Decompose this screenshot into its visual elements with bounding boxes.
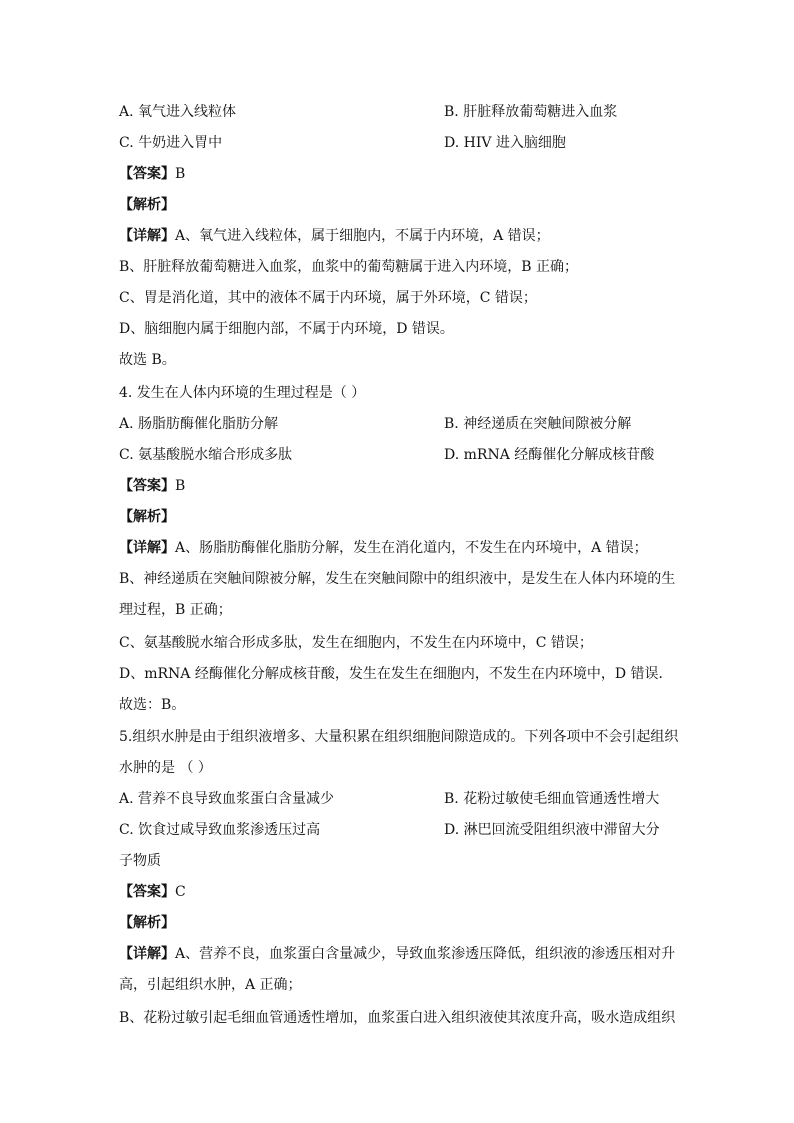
answer-value: C — [175, 884, 186, 900]
q5-option-c: C. 饮食过咸导致血浆渗透压过高 — [119, 822, 321, 838]
q4-detail-2a: B、神经递质在突触间隙被分解，发生在突触间隙中的组织液中，是发生在人体内环境的生 — [119, 571, 676, 587]
q5-stem-a: 5.组织水肿是由于组织液增多、大量积累在组织细胞间隙造成的。下列各项中不会引起组织 — [119, 729, 679, 745]
detail-tag: 【详解】 — [119, 540, 175, 556]
q5-option-d-a: D. 淋巴回流受阻组织液中滞留大分 — [444, 822, 660, 838]
answer-tag: 【答案】 — [119, 166, 175, 182]
answer-value: B — [175, 166, 186, 182]
q5-answer — [119, 882, 186, 902]
answer-value: B — [175, 478, 186, 494]
q5-option-a: A. 营养不良导致血浆蛋白含量减少 — [119, 791, 335, 807]
q3-conclusion: 故选 B。 — [119, 352, 176, 368]
q3-option-b: B. 肝脏释放葡萄糖进入血浆 — [444, 104, 618, 120]
q3-detail-4: D、脑细胞内属于细胞内部，不属于内环境，D 错误。 — [119, 321, 454, 337]
q5-analysis-tag: 【解析】 — [119, 915, 175, 931]
q3-detail-1 — [119, 226, 550, 246]
q4-option-a: A. 肠脂肪酶催化脂肪分解 — [119, 416, 279, 432]
q4-conclusion: 故选：B。 — [119, 697, 186, 713]
q3-answer — [119, 164, 185, 184]
q4-option-b: B. 神经递质在突触间隙被分解 — [444, 416, 632, 432]
detail-text: A、肠脂肪酶催化脂肪分解，发生在消化道内，不发生在内环境中，A 错误； — [175, 540, 648, 556]
q4-detail-1 — [119, 538, 648, 558]
q4-option-c: C. 氨基酸脱水缩合形成多肽 — [119, 447, 293, 463]
q3-option-a: A. 氧气进入线粒体 — [119, 104, 237, 120]
q4-answer — [119, 476, 185, 496]
q4-detail-3: C、氨基酸脱水缩合形成多肽，发生在细胞内，不发生在内环境中，C 错误； — [119, 635, 593, 651]
q5-option-b: B. 花粉过敏使毛细血管通透性增大 — [444, 791, 660, 807]
q3-detail-2: B、肝脏释放葡萄糖进入血浆，血浆中的葡萄糖属于进入内环境，B 正确； — [119, 259, 579, 275]
q4-detail-2b: 理过程，B 正确； — [119, 602, 232, 618]
q4-analysis-tag: 【解析】 — [119, 509, 175, 525]
q3-detail-3: C、胃是消化道，其中的液体不属于内环境，属于外环境，C 错误； — [119, 290, 537, 306]
q3-analysis-tag: 【解析】 — [119, 197, 175, 213]
q5-detail-2a: B、花粉过敏引起毛细血管通透性增加，血浆蛋白进入组织液使其浓度升高，吸水造成组织 — [119, 1010, 676, 1026]
detail-tag: 【详解】 — [119, 228, 175, 244]
detail-text: A、氧气进入线粒体，属于细胞内，不属于内环境，A 错误； — [175, 228, 550, 244]
detail-tag: 【详解】 — [119, 946, 175, 962]
q5-stem-b: 水肿的是 （ ） — [119, 760, 212, 776]
answer-tag: 【答案】 — [119, 478, 175, 494]
q4-detail-4: D、mRNA 经酶催化分解成核苷酸，发生在发生在细胞内，不发生在内环境中，D 错误． — [119, 666, 673, 682]
answer-tag: 【答案】 — [119, 884, 175, 900]
q4-option-d: D. mRNA 经酶催化分解成核苷酸 — [444, 447, 655, 463]
q5-detail-1b: 高，引起组织水肿，A 正确； — [119, 977, 302, 993]
q5-option-d-b: 子物质 — [119, 853, 161, 869]
q3-option-c: C. 牛奶进入胃中 — [119, 135, 223, 151]
q4-stem: 4. 发生在人体内环境的生理过程是（ ） — [119, 385, 366, 401]
q5-detail-1a — [119, 944, 675, 964]
detail-text: A、营养不良，血浆蛋白含量减少，导致血浆渗透压降低，组织液的渗透压相对升 — [175, 946, 676, 962]
q3-option-d: D. HIV 进入脑细胞 — [444, 135, 566, 151]
